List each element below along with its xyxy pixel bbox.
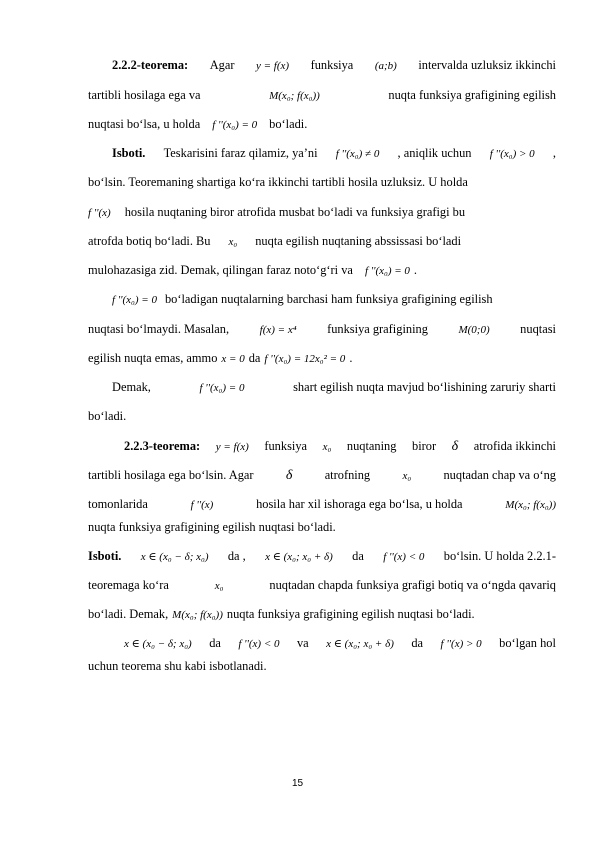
proof-1-line-5	[88, 263, 556, 279]
text: nuqtasi	[520, 322, 556, 336]
formula: M(x₀; f(x₀))	[269, 90, 320, 102]
formula: M(0;0)	[458, 324, 490, 336]
formula: x ∈ (x₀ − δ; x₀)	[140, 551, 209, 563]
proof-2-line-2	[88, 578, 556, 594]
proof-1-line-2	[88, 175, 556, 190]
text: nuqta funksiya grafigining egilish nuqtasi bo‘ladi.	[226, 607, 475, 621]
text: funksiya grafigining	[327, 322, 428, 336]
text: da	[248, 351, 261, 365]
theorem-2-2-3-line-3	[88, 497, 556, 513]
theorem-2-2-3-line-2	[88, 468, 556, 484]
text: mulohazasiga zid. Demak, qilingan faraz noto‘g‘ri va	[88, 263, 353, 277]
text: atrofning	[324, 468, 371, 482]
proof-1-line-4	[88, 234, 556, 250]
text: Agar	[209, 58, 235, 72]
formula: f ''(x)	[88, 207, 111, 219]
text: atrofda botiq bo‘ladi. Bu	[88, 234, 211, 248]
text: biror	[412, 439, 437, 453]
text: nuqta funksiya grafigining egilish	[388, 88, 556, 102]
formula: x₀	[402, 470, 412, 482]
text: bo‘ladi.	[269, 117, 308, 131]
text: atrofida ikkinchi	[473, 439, 556, 453]
formula: f ''(x)	[190, 499, 214, 511]
text: bo‘ladi. Demak,	[88, 607, 169, 621]
formula: f(x) = x⁴	[259, 324, 297, 336]
theorem-2-2-3-line-1	[124, 439, 556, 455]
formula: f ''(x₀) > 0	[489, 148, 535, 160]
proof-1-line-3	[88, 205, 556, 221]
formula: f ''(x) > 0	[440, 638, 482, 650]
text: ,	[552, 146, 556, 160]
formula: M(x₀; f(x₀))	[505, 499, 556, 511]
page-number: 15	[291, 778, 304, 789]
formula: x = 0	[221, 353, 245, 365]
text: shart egilish nuqta mavjud bo‘lishining zaruriy sharti	[293, 380, 556, 394]
text: funksiya	[310, 58, 354, 72]
text: bo‘lsin. Teoremaning shartiga ko‘ra ikkinchi tartibli hosila uzluksiz. U holda	[88, 175, 468, 189]
text: nuqtasi bo‘lsa, u holda	[88, 117, 201, 131]
text: bo‘ladigan nuqtalarning barchasi ham funksiya grafigining egilish	[164, 292, 493, 306]
text: hosila nuqtaning biror atrofida musbat bo‘ladi va funksiya grafigi bu	[124, 205, 466, 219]
text: nuqtaning	[346, 439, 397, 453]
text: bo‘lgan hol	[499, 636, 556, 650]
text: hosila har xil ishoraga ega bo‘lsa, u holda	[256, 497, 463, 511]
formula: x₀	[214, 580, 224, 592]
theorem-title: 2.2.2-teorema:	[112, 58, 189, 72]
formula: f ''(x₀) ≠ 0	[335, 148, 380, 160]
formula: f ''(x₀) = 0	[364, 265, 410, 277]
formula: M(x₀; f(x₀))	[172, 609, 223, 621]
text: uchun teorema shu kabi isbotlanadi.	[88, 659, 267, 673]
theorem-title: 2.2.3-teorema:	[124, 439, 201, 453]
text: Demak,	[112, 380, 151, 394]
formula: x₀	[322, 441, 332, 453]
proof-label: Isboti.	[88, 549, 122, 563]
formula: (a;b)	[374, 60, 397, 72]
text: nuqtadan chap va o‘ng	[443, 468, 556, 482]
formula: f ''(x) < 0	[383, 551, 425, 563]
proof-2-line-4	[124, 636, 556, 652]
para-2-line-3	[88, 351, 556, 367]
text: da ,	[227, 549, 246, 563]
proof-label: Isboti.	[112, 146, 146, 160]
formula: y = f(x)	[256, 60, 290, 72]
text: nuqta egilish nuqtaning abssissasi bo‘ladi	[255, 234, 462, 248]
text: da	[209, 636, 221, 650]
text: nuqtadan chapda funksiya grafigi botiq va o‘ngda qavariq	[269, 578, 556, 592]
text: , aniqlik uchun	[397, 146, 472, 160]
text: egilish nuqta emas, ammo	[88, 351, 218, 365]
formula: f ''(x) < 0	[238, 638, 280, 650]
text: bo‘lsin. U holda 2.2.1-	[443, 549, 556, 563]
proof-1-line-1	[112, 146, 556, 162]
text: tartibli hosilaga ega bo‘lsin. Agar	[88, 468, 254, 482]
text: funksiya	[264, 439, 308, 453]
text: Teskarisini faraz qilamiz, ya’ni	[163, 146, 318, 160]
proof-2-line-5	[88, 659, 556, 674]
para-2-line-2	[88, 322, 556, 338]
formula: f ''(x₀) = 0	[199, 382, 245, 394]
delta-symbol: δ	[285, 468, 293, 483]
text: nuqta funksiya grafigining egilish nuqtasi bo‘ladi.	[88, 520, 336, 534]
formula: x ∈ (x₀; x₀ + δ)	[265, 551, 333, 563]
text: nuqtasi bo‘lmaydi. Masalan,	[88, 322, 230, 336]
text: intervalda uzluksiz ikkinchi	[418, 58, 556, 72]
theorem-2-2-3-line-4	[88, 520, 556, 535]
text: tomonlarida	[88, 497, 148, 511]
text: bo‘ladi.	[88, 409, 127, 423]
formula: y = f(x)	[215, 441, 249, 453]
proof-2-line-3	[88, 607, 556, 623]
formula: f ''(x₀) = 12x₀² = 0	[264, 353, 346, 365]
theorem-2-2-2-line-3	[88, 117, 556, 133]
text: da	[352, 549, 364, 563]
formula: f ''(x₀) = 0	[112, 294, 157, 306]
text: teoremaga ko‘ra	[88, 578, 169, 592]
para-2-line-1	[112, 292, 556, 308]
text: .	[413, 263, 418, 277]
formula: x₀	[228, 236, 238, 248]
text: tartibli hosilaga ega va	[88, 88, 201, 102]
theorem-2-2-2-line-2	[88, 88, 556, 104]
text: .	[349, 351, 353, 365]
delta-symbol: δ	[451, 439, 459, 454]
proof-2-line-1	[88, 549, 556, 565]
formula: x ∈ (x₀ − δ; x₀)	[124, 638, 192, 650]
text: va	[296, 636, 309, 650]
para-3-line-2	[88, 409, 556, 424]
text: da	[411, 636, 424, 650]
para-3-line-1	[112, 380, 556, 396]
theorem-2-2-2-line-1	[112, 58, 556, 74]
formula: x ∈ (x₀; x₀ + δ)	[326, 638, 394, 650]
formula: f ''(x₀) = 0	[212, 119, 258, 131]
